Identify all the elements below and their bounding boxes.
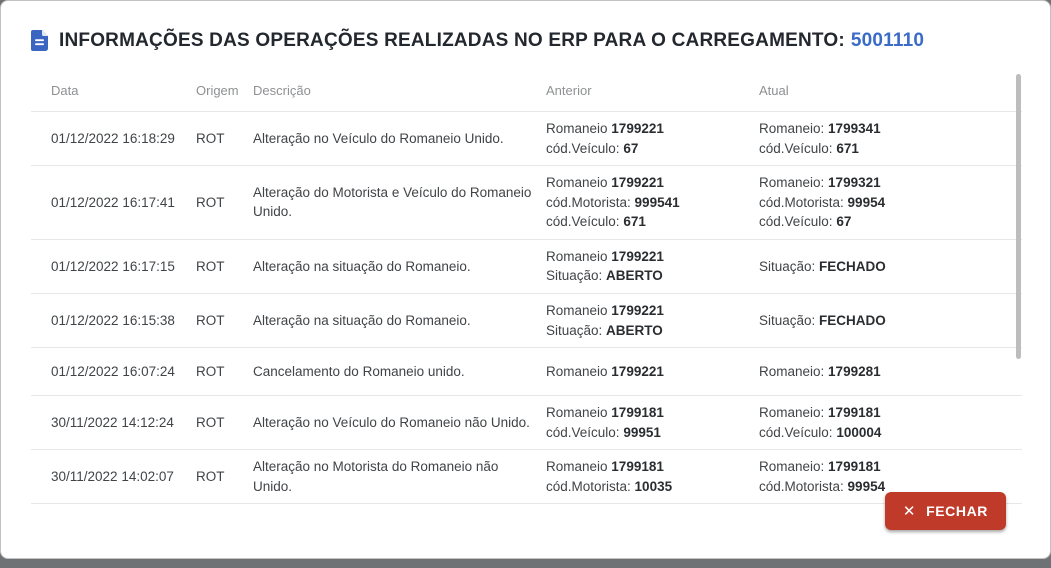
table-row: [31, 166, 1022, 240]
value-line: Situação: ABERTO: [546, 322, 663, 338]
row-origin: ROT: [196, 312, 225, 328]
row-description: Alteração na situação do Romaneio.: [253, 258, 471, 274]
operations-table: [31, 69, 1022, 504]
row-date: 30/11/2022 14:12:24: [51, 414, 174, 430]
value-line: cód.Motorista: 99954: [759, 478, 886, 494]
row-date: 01/12/2022 16:18:29: [51, 130, 175, 146]
value-line: cód.Veículo: 99951: [546, 424, 661, 440]
row-date: 30/11/2022 14:02:07: [51, 468, 174, 484]
row-description: Alteração no Motorista do Romaneio não Unido.: [253, 459, 499, 494]
row-date: 01/12/2022 16:07:24: [51, 363, 175, 379]
row-date: 01/12/2022 16:17:41: [51, 194, 175, 210]
row-anterior: [546, 403, 759, 442]
row-anterior: [546, 457, 759, 496]
value-line: Romaneio 1799221: [546, 363, 664, 379]
value-line: Situação: FECHADO: [759, 312, 886, 328]
modal-header: [1, 1, 1050, 52]
table-row: [31, 112, 1022, 166]
row-atual: [759, 362, 1022, 382]
value-line: Romaneio: 1799181: [759, 459, 881, 475]
row-atual: [759, 311, 1022, 331]
row-anterior: [546, 173, 759, 232]
row-description: Alteração no Veículo do Romaneio Unido.: [253, 130, 504, 146]
column-header: Atual: [759, 83, 789, 98]
value-line: Romaneio 1799181: [546, 459, 664, 475]
close-button-label: FECHAR: [926, 503, 988, 519]
row-anterior: [546, 247, 759, 286]
row-atual: [759, 173, 1022, 232]
value-line: Romaneio 1799221: [546, 175, 664, 191]
row-description: Alteração do Motorista e Veículo do Romaneio Unido.: [253, 184, 532, 220]
value-line: Romaneio: 1799341: [759, 121, 881, 136]
value-line: Romaneio 1799221: [546, 121, 664, 136]
row-origin: ROT: [196, 363, 225, 379]
value-line: Romaneio: 1799321: [759, 175, 881, 191]
row-anterior: [546, 362, 759, 382]
row-description: Cancelamento do Romaneio unido.: [253, 363, 465, 379]
row-anterior: [546, 301, 759, 340]
table-row: [31, 348, 1022, 396]
column-header: Anterior: [546, 83, 592, 98]
value-line: cód.Motorista: 999541: [546, 194, 680, 210]
title-text: INFORMAÇÕES DAS OPERAÇÕES REALIZADAS NO ERP PARA O CARREGAMENTO:: [59, 30, 845, 51]
row-anterior: [546, 119, 759, 158]
row-description: Alteração no Veículo do Romaneio não Unido.: [253, 414, 530, 430]
table-row: [31, 396, 1022, 450]
value-line: Situação: ABERTO: [546, 268, 663, 284]
row-origin: ROT: [196, 414, 225, 430]
value-line: cód.Veículo: 671: [759, 140, 859, 156]
table-row: [31, 450, 1022, 504]
row-atual: [759, 257, 1022, 277]
table-row: [31, 294, 1022, 348]
row-date: 01/12/2022 16:17:15: [51, 258, 175, 274]
document-icon: [31, 30, 48, 51]
value-line: Romaneio 1799221: [546, 302, 664, 318]
page-title: [59, 30, 924, 52]
table-header-row: [31, 69, 1022, 112]
table-body: [31, 112, 1022, 504]
value-line: Situação: FECHADO: [759, 258, 886, 274]
row-atual: [759, 119, 1022, 158]
column-header: Data: [51, 83, 79, 98]
value-line: Romaneio 1799221: [546, 248, 664, 264]
row-origin: ROT: [196, 258, 225, 274]
value-line: Romaneio: 1799181: [759, 405, 881, 421]
row-origin: ROT: [196, 468, 225, 484]
value-line: cód.Veículo: 671: [546, 214, 646, 230]
value-line: cód.Veículo: 67: [759, 214, 852, 230]
value-line: cód.Veículo: 100004: [759, 424, 882, 440]
row-origin: ROT: [196, 194, 225, 210]
load-number: 5001110: [850, 30, 925, 51]
table-row: [31, 240, 1022, 294]
row-description: Alteração na situação do Romaneio.: [253, 312, 471, 328]
row-atual: [759, 457, 1022, 496]
row-origin: ROT: [196, 130, 225, 146]
x-icon: ✕: [902, 502, 917, 520]
row-atual: [759, 403, 1022, 442]
row-date: 01/12/2022 16:15:38: [51, 312, 175, 328]
column-header: Descrição: [253, 83, 311, 98]
value-line: cód.Veículo: 67: [546, 140, 639, 156]
column-header: Origem: [196, 83, 239, 98]
value-line: Romaneio 1799181: [546, 405, 664, 421]
value-line: Romaneio: 1799281: [759, 363, 881, 379]
close-button[interactable]: [885, 492, 1006, 530]
vertical-scrollbar-thumb[interactable]: [1016, 74, 1021, 359]
value-line: cód.Motorista: 10035: [546, 478, 673, 494]
value-line: cód.Motorista: 99954: [759, 194, 886, 210]
